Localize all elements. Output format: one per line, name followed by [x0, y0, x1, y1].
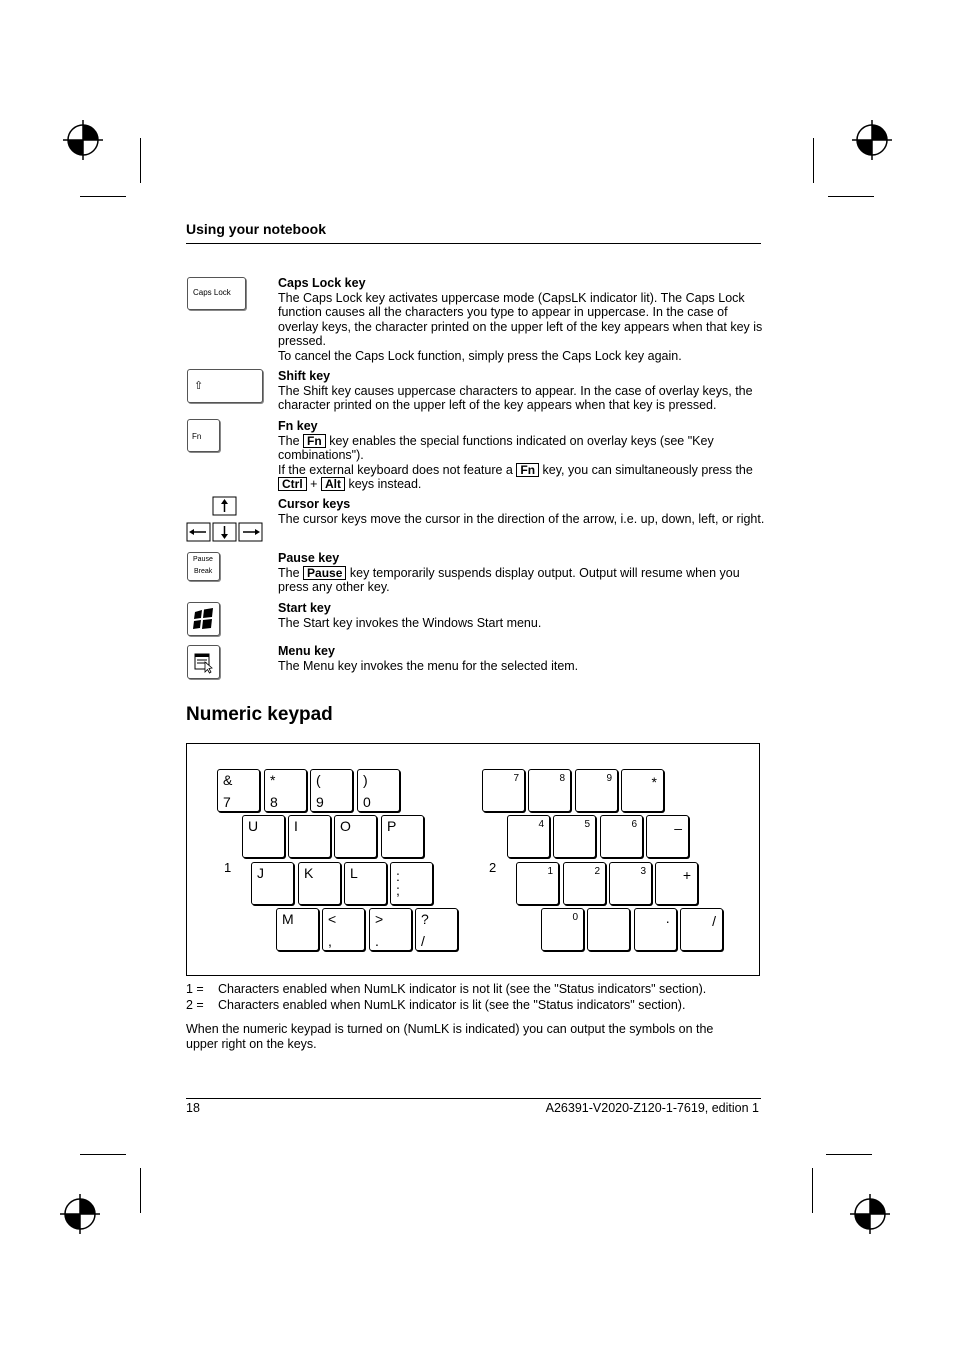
entry-title: Pause key	[278, 551, 340, 565]
entry-text: The Menu key invokes the menu for the selected item.	[278, 658, 579, 673]
keypad-key: *	[621, 769, 664, 812]
keypad-key: > .	[369, 908, 412, 951]
crop-line	[813, 138, 814, 183]
fn-entry	[278, 419, 768, 492]
legend-item: 2 = Characters enabled when NumLK indicator is lit (see the "Status indicators" section).	[186, 998, 686, 1012]
start-entry	[278, 601, 768, 630]
fn-keycap: Fn	[516, 463, 539, 477]
keypad-key: P	[381, 815, 424, 858]
keypad-key: 8	[528, 769, 571, 812]
keypad-key: 7	[482, 769, 525, 812]
crop-line	[140, 1168, 141, 1213]
cursor-keys-entry	[278, 497, 768, 526]
keypad-key: 1	[516, 862, 559, 905]
keypad-key: K	[298, 862, 341, 905]
numeric-keypad-figure	[186, 743, 760, 976]
fn-keycap: Fn	[303, 434, 326, 448]
menu-entry	[278, 644, 768, 673]
keypad-key: 9	[575, 769, 618, 812]
keypad-key: ) 0	[357, 769, 400, 812]
keypad-key: 2	[563, 862, 606, 905]
entry-title: Start key	[278, 601, 331, 615]
registration-mark-top-right	[852, 120, 892, 160]
keypad-key: ( 9	[310, 769, 353, 812]
registration-mark-bottom-left	[60, 1194, 100, 1234]
keypad-key: & 7	[217, 769, 260, 812]
alt-keycap: Alt	[321, 477, 345, 491]
section-title: Numeric keypad	[186, 704, 333, 725]
keypad-key: U	[242, 815, 285, 858]
shift-entry	[278, 369, 768, 413]
entry-text: The Pause key temporarily suspends display output. Output will resume when you press any other key.	[278, 565, 740, 594]
keypad-key: L	[344, 862, 387, 905]
keypad-key: M	[276, 908, 319, 951]
document-id: A26391-V2020-Z120-1-7619, edition 1	[545, 1101, 759, 1115]
crop-line	[826, 1154, 872, 1155]
windows-logo-icon	[188, 603, 219, 635]
entry-text: The Fn key enables the special functions indicated on overlay keys (see "Key combinations").	[278, 433, 714, 462]
keypad-key: 0	[541, 908, 584, 951]
caps-lock-key-icon: Caps Lock	[187, 277, 246, 310]
pause-key-icon: Pause Break	[187, 552, 220, 581]
keypad-key: J	[251, 862, 294, 905]
registration-mark-bottom-right	[850, 1194, 890, 1234]
pause-keycap: Pause	[303, 566, 346, 580]
entry-title: Cursor keys	[278, 497, 351, 511]
keypad-key: * 8	[264, 769, 307, 812]
keypad-key: O	[334, 815, 377, 858]
page-number: 18	[186, 1101, 200, 1115]
shift-arrow-icon: ⇧	[194, 380, 204, 392]
running-header: Using your notebook	[186, 221, 326, 237]
ctrl-keycap: Ctrl	[278, 477, 307, 491]
body-paragraph: When the numeric keypad is turned on (NumLK is indicated) you can output the symbols on the upper right on the keys.	[186, 1022, 714, 1051]
keypad-key: ·	[634, 908, 677, 951]
figure-callout-1: 1	[224, 860, 232, 875]
pause-entry	[278, 551, 768, 595]
registration-mark-top-left	[63, 120, 103, 160]
keypad-key: I	[288, 815, 331, 858]
entry-title: Fn key	[278, 419, 318, 433]
entry-text: If the external keyboard does not feature a Fn key, you can simultaneously press the Ctrl + Alt keys instead.	[278, 462, 753, 491]
cursor-keys-icon	[186, 496, 264, 544]
crop-line	[812, 1168, 813, 1213]
crop-line	[80, 1154, 126, 1155]
menu-icon	[188, 646, 219, 678]
footer-rule	[186, 1098, 761, 1099]
entry-title: Menu key	[278, 644, 335, 658]
keypad-key: 4	[507, 815, 550, 858]
entry-title: Caps Lock key	[278, 276, 366, 290]
crop-line	[828, 196, 874, 197]
keypad-key: 3	[609, 862, 652, 905]
start-key-icon	[187, 602, 220, 636]
shift-key-icon	[187, 369, 263, 403]
keypad-key: +	[655, 862, 698, 905]
entry-text: The Shift key causes uppercase characters to appear. In the case of overlay keys, the character printed on the upper left of the key appears when that key is pressed.	[278, 383, 753, 412]
entry-text: The Caps Lock key activates uppercase mode (CapsLK indicator lit). The Caps Lock function causes all the characters you type to appear in uppercase. In the case of overlay keys, the character printed on the upper left of the key appears when that key is pressed.	[278, 290, 763, 348]
keypad-key	[587, 908, 630, 951]
keypad-key: : ;	[390, 862, 433, 905]
entry-text: To cancel the Caps Lock function, simply press the Caps Lock key again.	[278, 348, 682, 363]
keypad-key: /	[680, 908, 723, 951]
menu-key-icon	[187, 645, 220, 679]
entry-text: The cursor keys move the cursor in the direction of the arrow, i.e. up, down, left, or right.	[278, 511, 765, 526]
entry-title: Shift key	[278, 369, 331, 383]
crop-line	[80, 196, 126, 197]
fn-key-icon: Fn	[187, 419, 220, 452]
caps-lock-entry	[278, 276, 768, 363]
keypad-key: ? /	[415, 908, 458, 951]
legend-item: 1 = Characters enabled when NumLK indicator is not lit (see the "Status indicators" section).	[186, 982, 707, 996]
keypad-key: < ,	[322, 908, 365, 951]
header-rule	[186, 243, 761, 244]
crop-line	[140, 138, 141, 183]
figure-callout-2: 2	[489, 860, 497, 875]
keypad-key: 6	[600, 815, 643, 858]
keypad-key: 5	[553, 815, 596, 858]
entry-text: The Start key invokes the Windows Start menu.	[278, 615, 542, 630]
keypad-key: –	[646, 815, 689, 858]
